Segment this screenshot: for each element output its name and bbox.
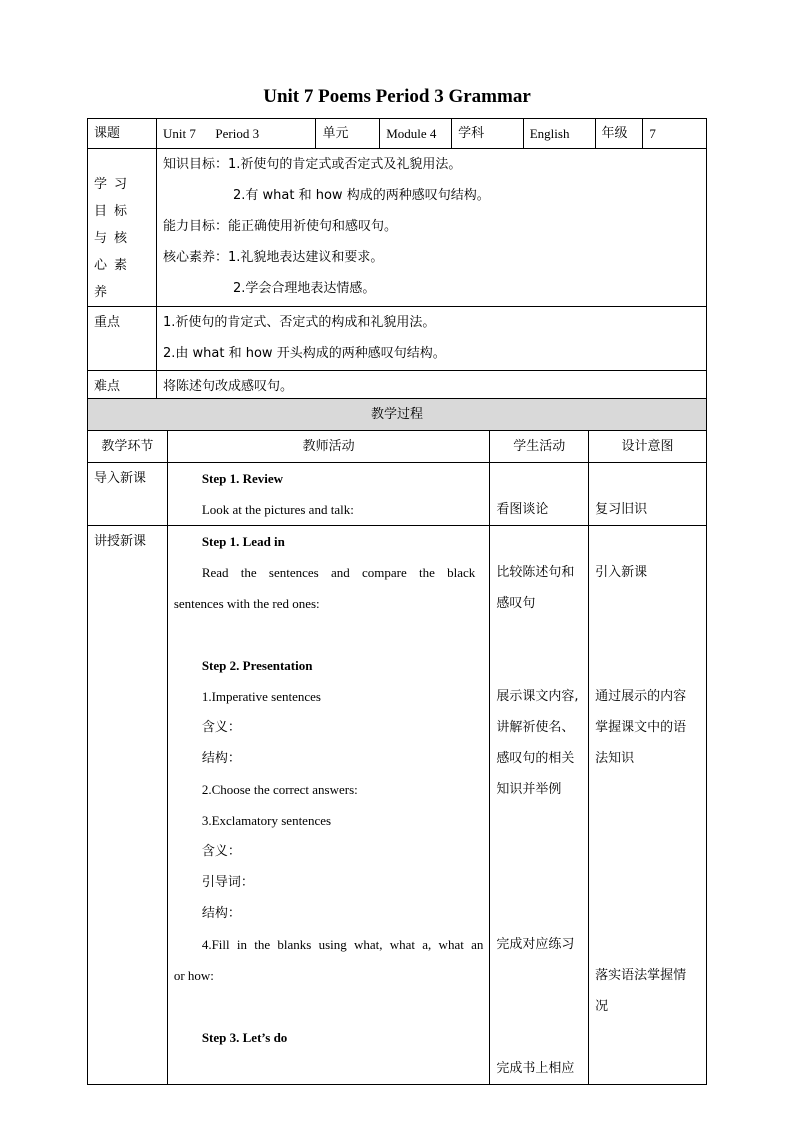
process-heading-row <box>88 399 707 431</box>
topic-value <box>157 119 316 149</box>
subject-label: 学科 <box>452 119 524 149</box>
objective-line-3: 能力目标：能正确使用祈使句和感叹句。 <box>163 219 398 234</box>
intro-row <box>88 463 707 526</box>
pres-purpose-3: 法知识 <box>595 751 635 766</box>
key-points-content <box>157 307 707 371</box>
pres-item-8: 结构： <box>201 906 241 921</box>
difficulty-content: 将陈述句改成感叹句。 <box>157 371 707 403</box>
teach-row <box>88 526 707 1085</box>
grade-value: 7 <box>643 119 707 149</box>
intro-purpose-text: 复习旧识 <box>595 502 648 517</box>
objectives-content <box>157 149 707 307</box>
lead-student-1: 比较陈述句和 <box>496 565 575 580</box>
pres-item-6: 含义： <box>201 844 241 859</box>
intro-step-text: Look at the pictures and talk: <box>201 502 354 517</box>
process-columns-row <box>88 431 707 463</box>
do-student: 完成书上相应 <box>496 1061 575 1076</box>
intro-student <box>490 463 589 526</box>
col-purpose: 设计意图 <box>589 431 707 463</box>
pres-item-1: 1.Imperative sentences <box>201 689 321 704</box>
fill-purpose-2: 况 <box>595 999 609 1014</box>
teach-stage-text: 讲授新课 <box>94 534 147 549</box>
col-teacher: 教师活动 <box>167 431 490 463</box>
presentation-title: Step 2. Presentation <box>201 658 313 673</box>
teaching-process-table <box>87 398 707 1085</box>
subject-value: English <box>523 119 595 149</box>
key-point-line-2: 2.由 what 和 how 开头构成的两种感叹句结构。 <box>163 346 446 361</box>
pres-student-2: 讲解祈使名、 <box>496 720 575 735</box>
teach-teacher <box>167 526 490 1085</box>
grade-label: 年级 <box>595 119 643 149</box>
lesson-info-table <box>87 118 707 403</box>
difficulty-label: 难点 <box>88 371 157 403</box>
teach-stage <box>88 526 168 1085</box>
objectives-row <box>88 149 707 307</box>
key-point-line-1: 1.祈使句的肯定式、否定式的构成和礼貌用法。 <box>163 315 436 330</box>
lets-do-title: Step 3. Let’s do <box>201 1030 288 1045</box>
unit-label: 单元 <box>316 119 380 149</box>
lead-text-2: sentences with the red ones: <box>173 596 320 611</box>
intro-stage: 导入新课 <box>88 463 168 526</box>
lead-title: Step 1. Lead in <box>201 534 285 549</box>
topic-label: 课题 <box>88 119 157 149</box>
intro-purpose <box>589 463 707 526</box>
topic-row <box>88 119 707 149</box>
objectives-label <box>88 149 157 307</box>
fill-text-2: or how: <box>173 968 214 983</box>
pres-student-4: 知识并举例 <box>496 782 562 797</box>
topic-period: Period 3 <box>215 126 260 141</box>
page-title: Unit 7 Poems Period 3 Grammar <box>263 86 531 107</box>
col-stage: 教学环节 <box>88 431 168 463</box>
objective-line-5: 2.学会合理地表达情感。 <box>233 281 376 296</box>
objectives-label-text: 学习目标与核心素养 <box>94 177 135 300</box>
intro-step-title: Step 1. Review <box>201 471 284 486</box>
key-points-label: 重点 <box>88 307 157 371</box>
fill-text-1: 4.Fill in the blanks using what, what a, what an <box>201 937 484 952</box>
key-points-row <box>88 307 707 371</box>
objective-line-2: 2.有 what 和 how 构成的两种感叹句结构。 <box>233 188 490 203</box>
pres-student-1: 展示课文内容, <box>496 689 579 704</box>
lead-text-1: Read the sentences and compare the black <box>201 565 476 580</box>
pres-purpose-2: 掌握课文中的语 <box>595 720 687 735</box>
pres-purpose-1: 通过展示的内容 <box>595 689 687 704</box>
process-heading: 教学过程 <box>88 399 707 431</box>
topic-unit: Unit 7 <box>163 126 196 141</box>
pres-item-7: 引导词： <box>201 875 254 890</box>
practice-student: 完成对应练习 <box>496 937 575 952</box>
objective-line-4: 核心素养：1.礼貌地表达建议和要求。 <box>163 250 384 265</box>
fill-purpose-1: 落实语法掌握情 <box>595 968 687 983</box>
pres-item-5: 3.Exclamatory sentences <box>201 813 332 828</box>
objective-line-1: 知识目标：1.祈使句的肯定式或否定式及礼貌用法。 <box>163 157 462 172</box>
pres-item-4: 2.Choose the correct answers: <box>201 782 358 797</box>
intro-student-text: 看图谈论 <box>496 502 549 517</box>
teach-purpose <box>589 526 707 1085</box>
unit-value: Module 4 <box>380 119 452 149</box>
pres-item-3: 结构： <box>201 751 241 766</box>
lead-student-2: 感叹句 <box>496 596 536 611</box>
teach-student <box>490 526 589 1085</box>
pres-item-2: 含义： <box>201 720 241 735</box>
lead-purpose: 引入新课 <box>595 565 648 580</box>
col-student: 学生活动 <box>490 431 589 463</box>
intro-teacher <box>167 463 490 526</box>
pres-student-3: 感叹句的相关 <box>496 751 575 766</box>
